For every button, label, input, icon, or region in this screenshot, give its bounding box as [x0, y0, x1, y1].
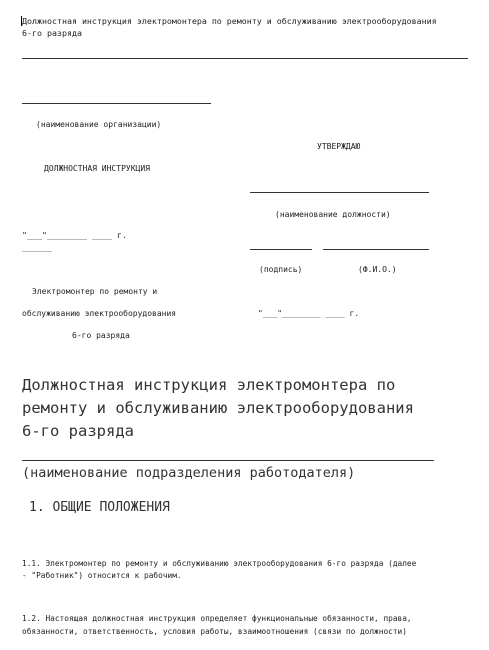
paragraph-1-line2: - "Работник") относится к рабочим.	[22, 571, 182, 580]
signature-line	[250, 249, 312, 250]
date-left-tail: ______	[22, 242, 52, 252]
signature-caption: (подпись)	[259, 265, 303, 274]
organization-caption: (наименование организации)	[36, 120, 162, 129]
position-name-line2: обслуживанию электрооборудования	[22, 309, 177, 318]
section-heading: 1. ОБЩИЕ ПОЛОЖЕНИЯ	[29, 500, 170, 515]
department-line	[22, 460, 434, 461]
main-title-line2: ремонту и обслуживанию электрооборудования	[22, 399, 414, 417]
position-name-line1: Электромонтер по ремонту и	[32, 287, 158, 296]
header-title-line2: 6-го разряда	[22, 28, 82, 38]
department-caption: (наименование подразделения работодателя)	[22, 465, 356, 481]
paragraph-1-line1: 1.1. Электромонтер по ремонту и обслуживанию электрооборудования 6-го разряда (далее	[22, 559, 417, 568]
position-name-line3: 6-го разряда	[72, 331, 130, 340]
document-type-label: ДОЛЖНОСТНАЯ ИНСТРУКЦИЯ	[44, 164, 150, 173]
main-title-line3: 6-го разряда	[22, 422, 134, 440]
approve-label: УТВЕРЖДАЮ	[317, 142, 361, 151]
paragraph-2-line2: обязанности, ответственность, условия работы, взаимоотношения (связи по должности)	[22, 627, 407, 636]
position-caption: (наименование должности)	[275, 210, 391, 219]
position-line	[250, 192, 429, 193]
header-title-line1: Должностная инструкция электромонтера по ремонту и обслуживанию электрооборудования	[22, 16, 437, 26]
header-underline	[22, 58, 468, 59]
main-title-line1: Должностная инструкция электромонтера по	[22, 376, 396, 394]
organization-line	[22, 103, 211, 104]
paragraph-2-line1: 1.2. Настоящая должностная инструкция определяет функциональные обязанности, права,	[22, 614, 412, 623]
fio-line	[323, 249, 429, 250]
fio-caption: (Ф.И.О.)	[358, 265, 397, 274]
date-left: "___"________ ____ г.	[22, 230, 127, 240]
date-right: "___"________ ____ г.	[258, 309, 360, 318]
